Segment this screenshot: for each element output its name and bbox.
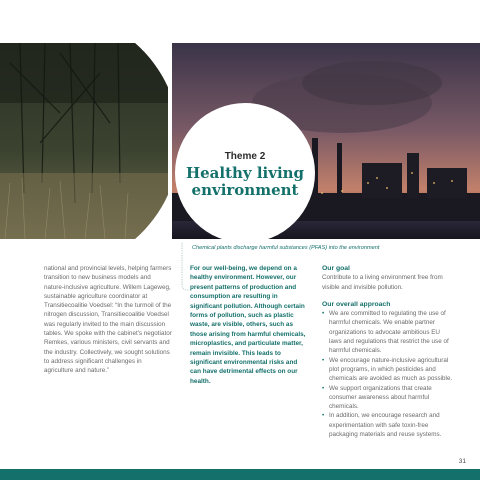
goals-column — [322, 264, 454, 439]
footer-bar — [0, 469, 480, 480]
goal-heading: Our goal — [322, 265, 350, 272]
intro-column — [190, 264, 310, 386]
intro-text: For our well-being, we depend on a healthy environment. However, our present patterns of production and consumption are resulting in significant pollution. Although certain forms of pollution, such as plastic waste, are visible, others, such as those arising from harmful chemicals, microplastics, and particulate matter, remain invisible. This leads to significant environmental risks and can have detrimental effects on our health. — [190, 265, 306, 385]
approach-item: • We support organizations that create consumer awareness about harmful chemicals. — [322, 384, 454, 412]
page-number: 31 — [458, 458, 466, 465]
goal-text: Contribute to a living environment free from visible and invisible pollution. — [322, 274, 443, 291]
approach-item: • We are committed to regulating the use of harmful chemicals. We enable partner organizations to advocate ambitious EU laws and regulations that restrict the use of harmful chemicals. — [322, 309, 454, 355]
theme-badge — [175, 103, 315, 243]
approach-list — [322, 309, 454, 439]
theme-label: Theme 2 — [224, 151, 266, 162]
approach-item: • We encourage nature-inclusive agricultural plot programs, in which pesticides and chemicals are avoided as much as possible. — [322, 356, 454, 384]
approach-item: • In addition, we encourage research and experimentation with safe toxin-free packaging materials and reuse systems. — [322, 411, 454, 439]
approach-heading: Our overall approach — [322, 300, 391, 308]
photo-caption: Chemical plants discharge harmful substances (PFAS) into the environment — [192, 245, 380, 251]
left-column-text: national and provincial levels, helping farmers transition to new business models and nature-inclusive agriculture. Willem Lageweg, sustainable agriculture coordinator at Transitiecoalitie Voedsel: “In the turmoil of the nitrogen discussion, Transitiecoalitie Voedsel was regularly invited to the main discussion tables. We spoke with the cabinet's negotiator Remkes, various ministers, civil servants and the industry. Collectively, we sought solutions to address significant challenges in agriculture and nature.” — [44, 265, 172, 375]
left-column — [44, 264, 172, 376]
theme-title: Healthy living environment — [185, 164, 305, 199]
forest-photo — [0, 43, 168, 239]
forest-photo-graphic — [0, 43, 168, 239]
